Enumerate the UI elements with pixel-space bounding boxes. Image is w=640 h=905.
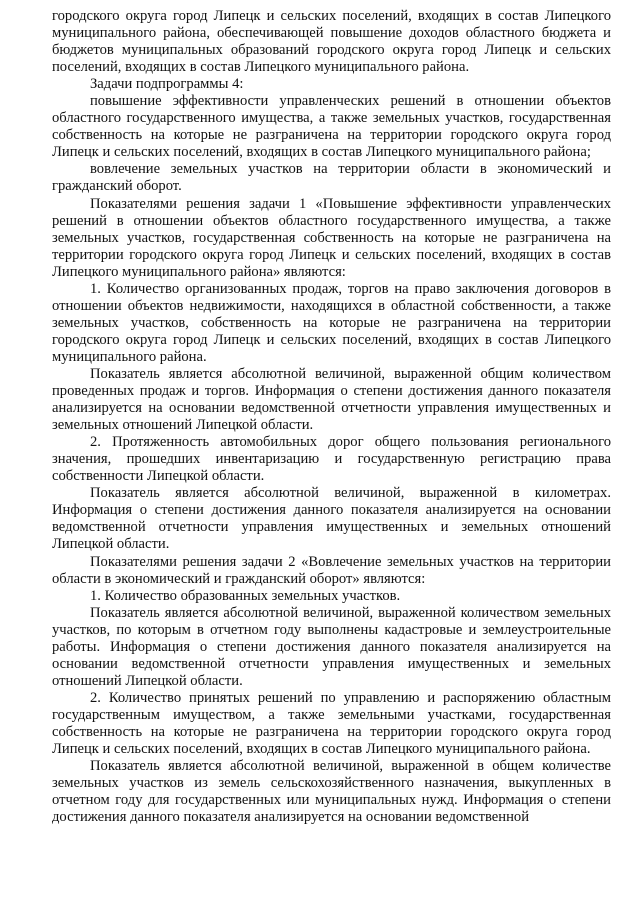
paragraph-task-1-indicator-2: 2. Протяженность автомобильных дорог общего пользования регионального значения, прошедших инвентаризацию и государственную регистрацию права собственности Липецкой области. <box>52 434 611 485</box>
paragraph-task-2-indicator-2-description: Показатель является абсолютной величиной, выраженной в общем количестве земельных участков из земель сельскохозяйственного назначения, выкупленных в отчетном году для государственных или муниципальных нужд. Информация о степени достижения данного показателя анализируется на основании ведомственной <box>52 758 611 826</box>
paragraph-task-1-indicator-1-description: Показатель является абсолютной величиной, выраженной общим количеством проведенных продаж и торгов. Информация о степени достижения данного показателя анализируется на основании ведомственной отчетности управления имущественных и земельных отношений Липецкой области. <box>52 365 611 434</box>
paragraph-task-1: повышение эффективности управленческих решений в отношении объектов областного государственного имущества, а также земельных участков, государственная собственность на которые не разграничена на территории городского округа город Липецк и сельских поселений, входящих в состав Липецкого муниципального района; <box>52 93 611 161</box>
paragraph-task-2-indicator-1: 1. Количество образованных земельных участков. <box>90 587 401 604</box>
paragraph-task-2-indicator-1-description: Показатель является абсолютной величиной, выраженной количеством земельных участков, по которым в отчетном году выполнены кадастровые и землеустроительные работы. Информация о степени достижения данного показателя анализируется на основании ведомственной отчетности управления имущественных и земельных отношений Липецкой области. <box>52 604 611 689</box>
paragraph-goal-continuation: городского округа город Липецк и сельских поселений, входящих в состав Липецкого муниципального района, обеспечивающей повышение доходов областного бюджета и бюджетов муниципальных образований городского округа город Липецк и сельских поселений, входящих в состав Липецкого муниципального района. <box>52 8 611 76</box>
document-page <box>52 8 611 826</box>
paragraph-task-2: вовлечение земельных участков на территории области в экономический и гражданский оборот. <box>52 161 611 195</box>
paragraph-task-2-indicator-2: 2. Количество принятых решений по управлению и распоряжению областным государственным имуществом, а также земельными участками, государственная собственность на которые не разграничена на территории городского округа город Липецк и сельских поселений, входящих в состав Липецкого муниципального района. <box>52 689 611 758</box>
paragraph-tasks-heading: Задачи подпрограммы 4: <box>90 76 244 93</box>
paragraph-task-1-indicator-2-description: Показатель является абсолютной величиной, выраженной в километрах. Информация о степени достижения данного показателя анализируется на основании ведомственной отчетности управления имущественных и земельных отношений Липецкой области. <box>52 485 611 553</box>
paragraph-task-1-indicator-1: 1. Количество организованных продаж, торгов на право заключения договоров в отношении объектов недвижимости, находящихся в областной собственности, а также земельных участков, собственность на которые не разграничена на территории городского округа город Липецк и сельских поселений, входящих в состав Липецкого муниципального района. <box>52 280 611 365</box>
paragraph-task-1-indicators-intro: Показателями решения задачи 1 «Повышение эффективности управленческих решений в отношении объектов областного государственного имущества, а также земельных участков, государственная собственность на которые не разграничена на территории городского округа город Липецк и сельских поселений, входящих в состав Липецкого муниципального района» являются: <box>52 195 611 280</box>
paragraph-task-2-indicators-intro: Показателями решения задачи 2 «Вовлечение земельных участков на территории области в экономический и гражданский оборот» являются: <box>52 553 611 587</box>
